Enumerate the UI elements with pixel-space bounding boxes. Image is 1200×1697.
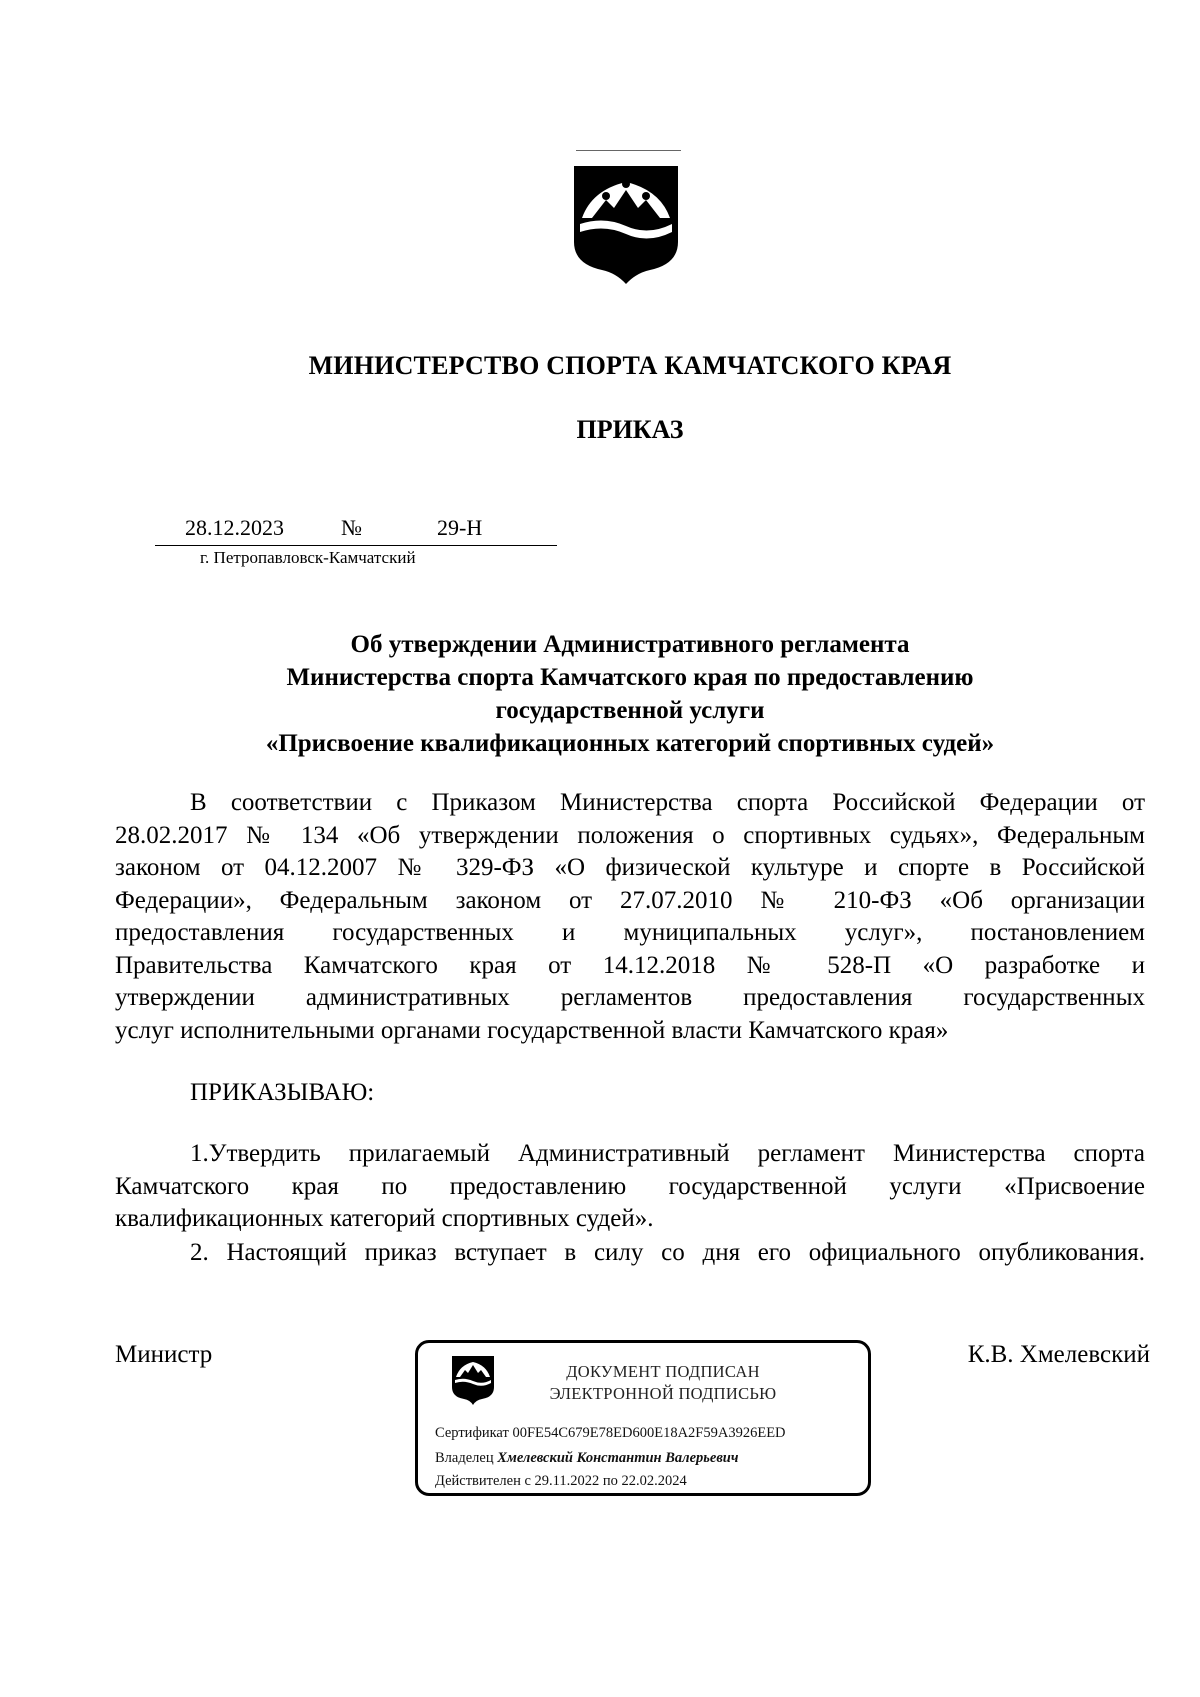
document-type: ПРИКАЗ <box>576 415 684 444</box>
item-line: 1.Утвердить прилагаемый Административный регламент Министерства спорта <box>190 1140 1145 1167</box>
number-sign: № <box>341 515 362 540</box>
item-line: Камчатского края по предоставлению государственной услуги «Присвоение <box>115 1172 1145 1200</box>
order-date-number-line <box>155 515 557 546</box>
preamble-line: услуг исполнительными органами государственной власти Камчатского края» <box>115 1016 949 1044</box>
preamble-line: В соответствии с Приказом Министерства спорта Российской Федерации от <box>190 789 1145 816</box>
stamp-header: ДОКУМЕНТ ПОДПИСАН ЭЛЕКТРОННОЙ ПОДПИСЬЮ <box>549 1362 777 1403</box>
order-date: 28.12.2023 <box>185 515 284 540</box>
preamble-line: утверждении административных регламентов предоставления государственных <box>115 984 1145 1011</box>
preamble-line: законом от 04.12.2007 № 329-ФЗ «О физической культуре и спорте в Российской <box>115 854 1145 881</box>
electronic-signature-stamp <box>415 1340 871 1496</box>
kamchatka-coat-of-arms-icon <box>570 160 682 284</box>
stamp-owner: Владелец Хмелевский Константин Валерьевич <box>435 1450 739 1466</box>
ministry-name: МИНИСТЕРСТВО СПОРТА КАМЧАТСКОГО КРАЯ <box>308 351 952 380</box>
preamble-line: 28.02.2017 № 134 «Об утверждении положения о спортивных судьях», Федеральным <box>115 821 1145 849</box>
title-line: Об утверждении Административного регламента <box>350 631 910 658</box>
title-line: государственной услуги <box>495 697 765 724</box>
emblem-top-rule <box>576 150 681 151</box>
preamble-line: Федерации», Федеральным законом от 27.07.2010 № 210-ФЗ «Об организации <box>115 886 1145 914</box>
signatory-position: Министр <box>115 1341 213 1368</box>
order-title <box>115 628 1145 760</box>
preamble-paragraph <box>115 787 1145 1047</box>
title-line: «Присвоение квалификационных категорий спортивных судей» <box>265 730 995 757</box>
title-line: Министерства спорта Камчатского края по предоставлению <box>286 664 974 691</box>
order-word: ПРИКАЗЫВАЮ: <box>190 1079 375 1106</box>
order-item-1 <box>115 1138 1145 1236</box>
signatory-name: К.В. Хмелевский <box>967 1341 1150 1368</box>
stamp-emblem-icon <box>450 1353 496 1405</box>
stamp-validity: Действителен с 29.11.2022 по 22.02.2024 <box>435 1473 687 1489</box>
preamble-line: предоставления государственных и муниципальных услуг», постановлением <box>115 919 1145 946</box>
preamble-line: Правительства Камчатского края от 14.12.2018 № 528-П «О разработке и <box>115 951 1145 979</box>
order-item-2: 2. Настоящий приказ вступает в силу со дня его официального опубликования. <box>190 1239 1145 1266</box>
item-line: квалификационных категорий спортивных судей». <box>115 1205 654 1232</box>
order-number: 29-Н <box>437 515 483 540</box>
stamp-certificate: Сертификат 00FE54C679E78ED600E18A2F59A3926EED <box>435 1425 786 1441</box>
order-city: г. Петропавловск-Камчатский <box>200 548 416 567</box>
